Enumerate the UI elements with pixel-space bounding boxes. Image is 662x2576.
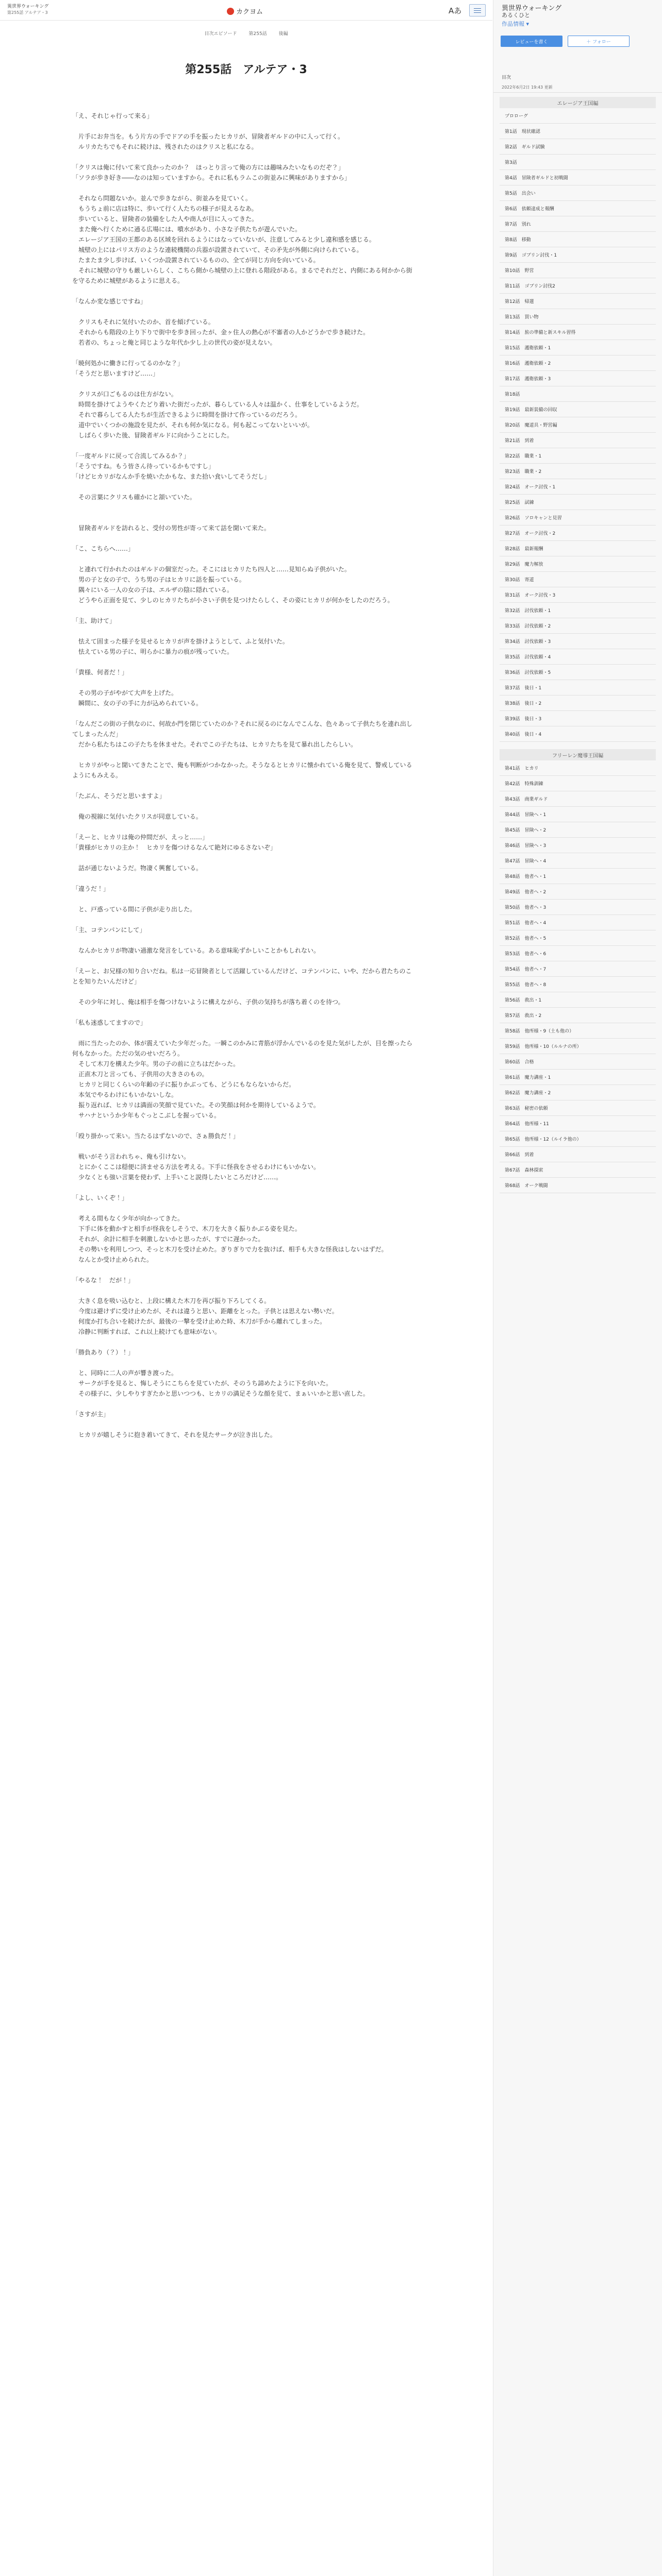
body-paragraph: 「たぶん、そうだと思いますよ」 (72, 792, 166, 800)
episode-body (72, 111, 418, 1440)
paragraph-gap (72, 853, 418, 863)
paragraph-gap (72, 1007, 418, 1018)
paragraph-gap (72, 1141, 418, 1151)
body-paragraph: どうやら正面を見て、少しのヒカリたちが小さい子供を見つけたらしく、その姿にヒカリが何かをしたのだろう。 (72, 597, 394, 604)
paragraph-gap (72, 513, 418, 523)
body-paragraph: 「違うだ！」 (72, 885, 110, 892)
body-paragraph: 男の子と女の子で、うち男の子はヒカリに話を振っている。 (72, 576, 245, 583)
body-paragraph: と、同時に二人の声が響き渡った。 (72, 1369, 178, 1377)
paragraph-gap (72, 956, 418, 966)
toc-item[interactable]: 第44話 冒険へ・1 (500, 807, 656, 822)
body-paragraph: 何度か打ち合いを続けたが、最後の一撃を受け止めた時、木刀が手から離れてしまった。 (72, 1318, 326, 1325)
toc-item[interactable]: 第68話 オーク戦闘 (500, 1178, 656, 1193)
body-paragraph: 「こ、こちらへ……」 (72, 545, 135, 552)
toc-section-header[interactable]: フリーレン魔導王国編 (500, 749, 656, 760)
toc-item[interactable]: 第7話 別れ (500, 216, 656, 232)
paragraph-gap (72, 1203, 418, 1213)
breadcrumb-item[interactable]: 目次エピソード (204, 31, 237, 37)
body-paragraph: と連れて行かれたのはギルドの個室だった。そこにはヒカリたち四人と……見知らぬ子供がいた。 (72, 566, 351, 573)
toc-item[interactable]: 第63話 秘密の依頼 (500, 1100, 656, 1116)
toc-item[interactable]: 第34話 討伐依頼・3 (500, 634, 656, 649)
toc-item[interactable]: 第36話 討伐依頼・5 (500, 665, 656, 680)
body-paragraph: しばらく歩いた後、冒険者ギルドに向かうことにした。 (72, 432, 233, 439)
body-paragraph: 歩いていると、冒険者の装備をした人や商人が目に入ってきた。 (72, 215, 258, 223)
toc-item[interactable]: 第15話 護衛依頼・1 (500, 340, 656, 355)
body-paragraph: それからも階段の上り下りで街中を歩き回ったが、金ヶ住人の熱心が不審者の人かどうかで歩き続けた。 (72, 329, 370, 336)
paragraph-gap (72, 801, 418, 811)
toc-list (500, 760, 656, 1193)
site-logo[interactable] (227, 6, 263, 16)
body-paragraph: また俺へ行くために通る広場には、噴水があり、小さな子供たちが遊んでいた。 (72, 226, 302, 233)
paragraph-gap (72, 750, 418, 760)
body-paragraph: 「殴り掛かって来い。当たるはずないので、さぁ勝負だ！」 (72, 1132, 239, 1140)
toc-item[interactable]: プロローグ (500, 108, 656, 124)
body-paragraph: 「なんか変な感じですね」 (72, 298, 147, 305)
toc-item[interactable]: 第19話 最新装備の回収 (500, 402, 656, 417)
body-paragraph: サークが手を見ると、悔しそうにこちらを見ていたが、そのうち諦めたように下を向いた。 (72, 1380, 333, 1387)
paragraph-gap (72, 440, 418, 451)
body-paragraph: その男の子がやがて大声を上げた。 (72, 689, 178, 697)
body-paragraph: 「主、助けて」 (72, 617, 116, 624)
body-paragraph: 「暁何処かに働きに行ってるのかな？」 (72, 360, 184, 367)
breadcrumb (0, 30, 492, 37)
body-paragraph: 話が通じないようだ。物凄く興奮している。 (72, 865, 203, 872)
body-paragraph: 「主、コテンパンにして」 (72, 926, 146, 934)
body-paragraph: もうちょ前に店は特に、歩いて行く人たちの様子が見えるなあ。 (72, 205, 258, 212)
toc-item[interactable]: 第40話 後日・4 (500, 726, 656, 742)
body-paragraph: それで暮らしてる人たちが生活できるように時間を掛けて作っているのだろう。 (72, 411, 302, 418)
toc-item[interactable]: 第9話 ゴブリン討伐・1 (500, 247, 656, 263)
body-paragraph: ヒカリが嬉しそうに抱き着いてきて、それを見たサークが泣き出した。 (72, 1431, 276, 1438)
toc-item[interactable]: 第26話 ソロキャンと見習 (500, 510, 656, 526)
toc-item[interactable]: 第11話 ゴブリン討伐2 (500, 278, 656, 294)
toc-item[interactable]: 第10話 野営 (500, 263, 656, 278)
body-paragraph: その様子に、少しやりすぎたかと思いつつも、ヒカリの満足そうな顔を見て、まぁいいかと思い直した。 (72, 1390, 369, 1397)
body-paragraph: 本気でやるわけにもいかないしな。 (72, 1091, 178, 1098)
toc-item[interactable]: 第42話 特殊訓練 (500, 776, 656, 791)
toc-item[interactable]: 第56話 救出・1 (500, 992, 656, 1008)
paragraph-gap (72, 894, 418, 904)
body-paragraph: とにかくここは穏便に済ませる方法を考える。下手に怪我をさせるわけにもいかない。 (72, 1163, 320, 1171)
body-paragraph: 「やるな！ だが！」 (72, 1277, 135, 1284)
toc-list (500, 108, 656, 742)
toc-item[interactable]: 第38話 後日・2 (500, 696, 656, 711)
menu-icon-line (474, 10, 481, 11)
paragraph-gap (72, 1285, 418, 1296)
body-paragraph: 「貴様がヒカリの主か！ ヒカリを傷つけるなんて絶対にゆるさないぞ」 (72, 844, 277, 851)
header-work-info[interactable] (7, 4, 48, 16)
toc-item[interactable]: 第46話 冒険へ・3 (500, 838, 656, 853)
body-paragraph: サハナというか少年もぐっとこぶしを握っている。 (72, 1112, 221, 1119)
top-bar (0, 0, 492, 21)
body-paragraph: 「クリスは俺に付いて来て良かったのか？ ほっとり言って俺の方には趣味みたいなものだぞ？」 (72, 164, 344, 171)
paragraph-gap (72, 822, 418, 832)
body-paragraph: 瞬間に、女の子の手に力が込められている。 (72, 700, 203, 707)
toc-item[interactable]: 第35話 討伐依頼・4 (500, 649, 656, 665)
paragraph-gap (72, 1399, 418, 1409)
paragraph-gap (72, 626, 418, 636)
breadcrumb-item: 第255話 (249, 31, 267, 37)
toc-item[interactable]: 第6話 依頼達成と報酬 (500, 201, 656, 216)
body-paragraph: 雨に当たったのか、体が震えていた少年だった。一瞬このかみに青筋が浮かんでいるのを見た気がしたが、目を擦ったら何もなかった。ただの気のせいだろう。 (72, 1040, 413, 1057)
body-paragraph: と、戸惑っている間に子供が走り出した。 (72, 906, 196, 913)
body-paragraph: 「さすが主」 (72, 1411, 110, 1418)
toc-item[interactable]: 第67話 森林探索 (500, 1162, 656, 1178)
sidebar (493, 0, 662, 2576)
paragraph-gap (72, 152, 418, 162)
toc-item[interactable]: 第53話 他者へ・6 (500, 946, 656, 961)
toc-item[interactable]: 第48話 他者へ・1 (500, 869, 656, 884)
toc-item[interactable]: 第1話 現状確認 (500, 124, 656, 139)
paragraph-gap (72, 873, 418, 884)
toc-item[interactable]: 第39話 後日・3 (500, 711, 656, 726)
body-paragraph: 時間を掛けてようやくたどり着いた街だったが、暮らしている人々は温かく、仕事をしているようだ。 (72, 401, 363, 408)
toc-item[interactable]: 第28話 最新報酬 (500, 541, 656, 556)
sidebar-work-title[interactable]: 異世界ウォーキング (502, 5, 562, 12)
body-paragraph: クリスもそれに気付いたのか、首を傾げている。 (72, 318, 214, 326)
toc-item[interactable]: 第32話 討伐依頼・1 (500, 603, 656, 618)
body-paragraph: 「私も迷惑してますので」 (72, 1019, 147, 1026)
toc-label: 目次 (502, 75, 511, 80)
body-paragraph: ヒカリがやっと聞いてきたことで、俺も判断がつかなかった。そうなるとヒカリに懐かれている俺を見て、警戒しているようにもみえる。 (72, 761, 412, 779)
paragraph-gap (72, 1182, 418, 1193)
paragraph-gap (72, 605, 418, 616)
header-episode-title: 第255話 アルテア・3 (7, 10, 48, 15)
paragraph-gap (72, 708, 418, 719)
toc-item[interactable]: 第55話 他者へ・8 (500, 977, 656, 992)
update-meta: 2022年6月2日 19:43 更新 (493, 82, 662, 93)
toc-item[interactable]: 第17話 護衛依頼・3 (500, 371, 656, 386)
toc-item[interactable]: 第51話 他者へ・4 (500, 915, 656, 930)
paragraph-gap (72, 1419, 418, 1430)
paragraph-gap (72, 502, 418, 513)
body-paragraph: 怯えている男の子に、明らかに暴力の痕が残っていた。 (72, 648, 234, 655)
paragraph-gap (72, 1028, 418, 1038)
body-paragraph: その少年に対し、俺は相手を傷つけないように構えながら、子供の気持ちが落ち着くのを待つ。 (72, 998, 344, 1006)
body-paragraph: 「えーと、ヒカリは俺の仲間だが、えっと……」 (72, 834, 209, 841)
toc-item[interactable]: 第8話 移動 (500, 232, 656, 247)
toc-item[interactable]: 第54話 他者へ・7 (500, 961, 656, 977)
paragraph-gap (72, 348, 418, 358)
toc-item[interactable]: 第12話 帰還 (500, 294, 656, 309)
body-paragraph: 「えーと、お兄様の知り合いだね。私は一応冒険者として活躍しているんだけど、コテンパンに、いや、だから君たちのことを知りたいんだけど」 (72, 968, 412, 985)
toc-item[interactable]: 第52話 他者へ・5 (500, 930, 656, 946)
toc-item[interactable]: 第50話 他者へ・3 (500, 900, 656, 915)
toc-item[interactable]: 第57話 救出・2 (500, 1008, 656, 1023)
sidebar-author[interactable]: あるくひと (502, 12, 530, 19)
body-paragraph: 戦いがそう言われちゃ、俺も引けない。 (72, 1153, 190, 1160)
body-paragraph: だから私たちはこの子たちを休ませた。それでこの子たちは、ヒカリたちを見て暴れ出したらしい。 (72, 741, 357, 748)
toc-item[interactable]: 第2話 ギルド試験 (500, 139, 656, 155)
body-paragraph: エレージア王国の王都のある区域を回れるようにはなっていないが、注意してみると少し違和感を感じる。 (72, 236, 375, 243)
paragraph-gap (72, 482, 418, 492)
paragraph-gap (72, 914, 418, 925)
body-paragraph: 「なんだこの街の子供なのに、何故か門を閉じていたのか？それに戻るのになんでこんな、色々あって子供たちを連れ出してしまったんだ」 (72, 720, 412, 738)
paragraph-gap (72, 307, 418, 317)
toc-item[interactable]: 第45話 冒険へ・2 (500, 822, 656, 838)
toc-item[interactable]: 第33話 討伐依頼・2 (500, 618, 656, 634)
menu-icon (474, 8, 481, 9)
body-paragraph: ヒカリと同じくらいの年齢の子に振りかぶっても、どうにもならないからだ。 (72, 1081, 295, 1088)
body-paragraph: その言葉にクリスも確かにと頷いていた。 (72, 494, 196, 501)
toc-item[interactable]: 第66話 到着 (500, 1147, 656, 1162)
body-paragraph: 下手に体を動かすと相手が怪我をしそうで、木刀を大きく振りかぶる姿を見た。 (72, 1225, 301, 1232)
paragraph-gap (72, 677, 418, 688)
paragraph-gap (72, 286, 418, 296)
toc-item[interactable]: 第3話 (500, 155, 656, 170)
body-paragraph: 「けどヒカリがなんか手を焼いたかもな、また拾い食いしてそうだし」 (72, 473, 271, 480)
body-paragraph: 冒険者ギルドを訪れると、受付の男性が寄って来て話を聞いて来た。 (72, 524, 270, 532)
toc-item[interactable]: 第29話 魔力解放 (500, 556, 656, 572)
paragraph-gap (72, 1358, 418, 1368)
body-paragraph: 怯えて固まった様子を見せるヒカリが声を掛けようとして、ふと気付いた。 (72, 638, 289, 645)
toc-item[interactable]: 第24話 オーク討伐・1 (500, 479, 656, 495)
toc-item[interactable]: 第31話 オーク討伐・3 (500, 587, 656, 603)
menu-button[interactable] (469, 4, 486, 16)
toc-item[interactable]: 第65話 他所様・12（ルイラ他の） (500, 1131, 656, 1147)
toc-item[interactable]: 第59話 他所様・10（ルルナの所） (500, 1039, 656, 1054)
menu-icon-line (474, 12, 481, 13)
toc-section-header[interactable]: エレージア王国編 (500, 97, 656, 108)
toc-item[interactable]: 第27話 オーク討伐・2 (500, 526, 656, 541)
toc-item[interactable]: 第5話 出会い (500, 185, 656, 201)
follow-button[interactable]: ＋ フォロー (568, 36, 630, 47)
body-paragraph: ルリカたちでもそれに続けは、残されたのはクリスと私になる。 (72, 143, 258, 150)
toc-item[interactable]: 第61話 魔力講座・1 (500, 1070, 656, 1085)
breadcrumb-item: 後編 (278, 31, 288, 37)
body-paragraph: 道中でいくつかの施設を見たが、それも何か気になる。何も起こってないといいが。 (72, 421, 313, 429)
body-paragraph: 隅々にいる一人の女の子は、エルザの陰に隠れている。 (72, 586, 234, 594)
body-paragraph: 振り返れば、ヒカリは満面の笑顔で見ていた。その笑顔は何かを期待しているようで。 (72, 1101, 320, 1109)
body-paragraph: 「え、それじゃ行って来る」 (72, 112, 153, 120)
body-paragraph: たまたま少し歩けば、いくつか設置されているものの、全てが同じ方向を向いている。 (72, 257, 320, 264)
toc-item[interactable]: 第58話 他所様・9（土も他の） (500, 1023, 656, 1039)
toc-item[interactable]: 第30話 寄道 (500, 572, 656, 587)
toc-item[interactable]: 第20話 魔道具・野営編 (500, 417, 656, 433)
body-paragraph: 「ソラが歩き好き――なのは知っていますから。それに私もラムこの街並みに興味がありますから」 (72, 174, 351, 181)
toc-item[interactable]: 第21話 到着 (500, 433, 656, 448)
body-paragraph: それに城壁の守りも厳しいらしく、こちら側から城壁の上に登れる階段がある。まるでそれだと、内側にある何かから街を守るために城壁があるように思える。 (72, 267, 412, 284)
paragraph-gap (72, 1337, 418, 1347)
episode-title: 第255話 アルテア・3 (185, 63, 307, 76)
toc-item[interactable]: 第41話 ヒカリ (500, 760, 656, 776)
toc-item[interactable]: 第23話 職業・2 (500, 464, 656, 479)
body-paragraph: 片手にお弁当を。もう片方の手でドアの手を振ったヒカリが、冒険者ギルドの中に入って行く。 (72, 133, 344, 140)
body-paragraph: 大きく息を吸い込むと、上段に構えた木刀を再び振り下ろしてくる。 (72, 1297, 271, 1304)
body-paragraph: それが、余計に相手を刺激しないかと思ったが、すでに遅かった。 (72, 1235, 264, 1243)
paragraph-gap (72, 1121, 418, 1131)
toc-item[interactable]: 第13話 買い物 (500, 309, 656, 325)
body-paragraph: 「そうですね。もう皆さん待っているかもですし」 (72, 463, 215, 470)
body-paragraph: 考える間もなく少年が向かってきた。 (72, 1215, 184, 1222)
logo-text: カクヨム (236, 8, 263, 16)
review-button[interactable]: レビューを書く (501, 36, 562, 47)
body-paragraph: なんかヒカリが物凄い過激な発言をしている。ある意味恥ずかしいことかもしれない。 (72, 947, 320, 954)
toc-item[interactable]: 第49話 他者へ・2 (500, 884, 656, 900)
toc-item[interactable]: 第37話 後日・1 (500, 680, 656, 696)
work-info-link[interactable]: 作品情報 ▾ (502, 21, 529, 27)
body-paragraph: なんとか受け止められた。 (72, 1256, 153, 1263)
body-paragraph: そして木刀を構えた少年。男の子の前に立ちはだかった。 (72, 1060, 240, 1067)
paragraph-gap (72, 935, 418, 945)
paragraph-gap (72, 379, 418, 389)
header-work-title[interactable]: 異世界ウォーキング (7, 4, 49, 9)
toc-item[interactable]: 第16話 護衛依頼・2 (500, 355, 656, 371)
body-paragraph: 城壁の上にはパリス方のような連続機関の兵器が設置されていて、その矛先が外側に向けられている。 (72, 246, 363, 253)
toc-item[interactable]: 第25話 試練 (500, 495, 656, 510)
toc-item[interactable]: 第60話 合格 (500, 1054, 656, 1070)
toc-item[interactable]: 第62話 魔力講座・2 (500, 1085, 656, 1100)
paragraph-gap (72, 554, 418, 564)
paragraph-gap (72, 183, 418, 193)
font-settings-button[interactable]: Aあ (449, 6, 462, 15)
toc-item[interactable]: 第64話 他所様・11 (500, 1116, 656, 1131)
toc-item[interactable]: 第47話 冒険へ・4 (500, 853, 656, 869)
body-paragraph: 若者の、ちょっと俺と同じような年代か少し上の世代の姿が見えない。 (72, 339, 276, 346)
body-paragraph: 「そうだと思いますけど……」 (72, 370, 159, 377)
body-paragraph: 正直木刀と言っても、子供用の大きさのもの。 (72, 1071, 208, 1078)
body-paragraph: 少なくとも強い言葉を使わず、上手いこと説得したいところだけど……。 (72, 1174, 283, 1181)
body-paragraph: 「勝負あり（？）！」 (72, 1349, 135, 1356)
paragraph-gap (72, 987, 418, 997)
body-paragraph: 「貴様、何者だ！」 (72, 669, 128, 676)
toc-item[interactable]: 第22話 職業・1 (500, 448, 656, 464)
body-paragraph: その勢いを利用しつつ、そっと木刀を受け止めた。ぎりぎりで力を抜けば、相手も大きな怪我はしないはずだ。 (72, 1246, 388, 1253)
toc-item[interactable]: 第18話 (500, 386, 656, 402)
body-paragraph: 冷静に判断すれば、これ以上続けても意味がない。 (72, 1328, 221, 1335)
paragraph-gap (72, 533, 418, 544)
body-paragraph: クリスが口ごもるのは仕方がない。 (72, 391, 177, 398)
paragraph-gap (72, 781, 418, 791)
paragraph-gap (72, 657, 418, 667)
paragraph-gap (72, 121, 418, 131)
body-paragraph: それなら問題ないか。並んで歩きながら、街並みを見ていく。 (72, 195, 252, 202)
body-paragraph: 今度は避けずに受け止めたが、それは違うと思い、距離をとった。子供とは思えない勢いだ。 (72, 1308, 338, 1315)
toc-item[interactable]: 第43話 商業ギルド (500, 791, 656, 807)
toc-item[interactable]: 第4話 冒険者ギルドと初戦闘 (500, 170, 656, 185)
paragraph-gap (72, 1265, 418, 1275)
body-paragraph: 「一度ギルドに戻って合流してみるか？」 (72, 452, 190, 460)
toc-item[interactable]: 第14話 旅の準備と新スキル習得 (500, 325, 656, 340)
logo-mark-icon (227, 8, 234, 15)
body-paragraph: 「よし、いくぞ！」 (72, 1194, 128, 1201)
body-paragraph: 俺の視線に気付いたクリスが同意している。 (72, 813, 202, 820)
